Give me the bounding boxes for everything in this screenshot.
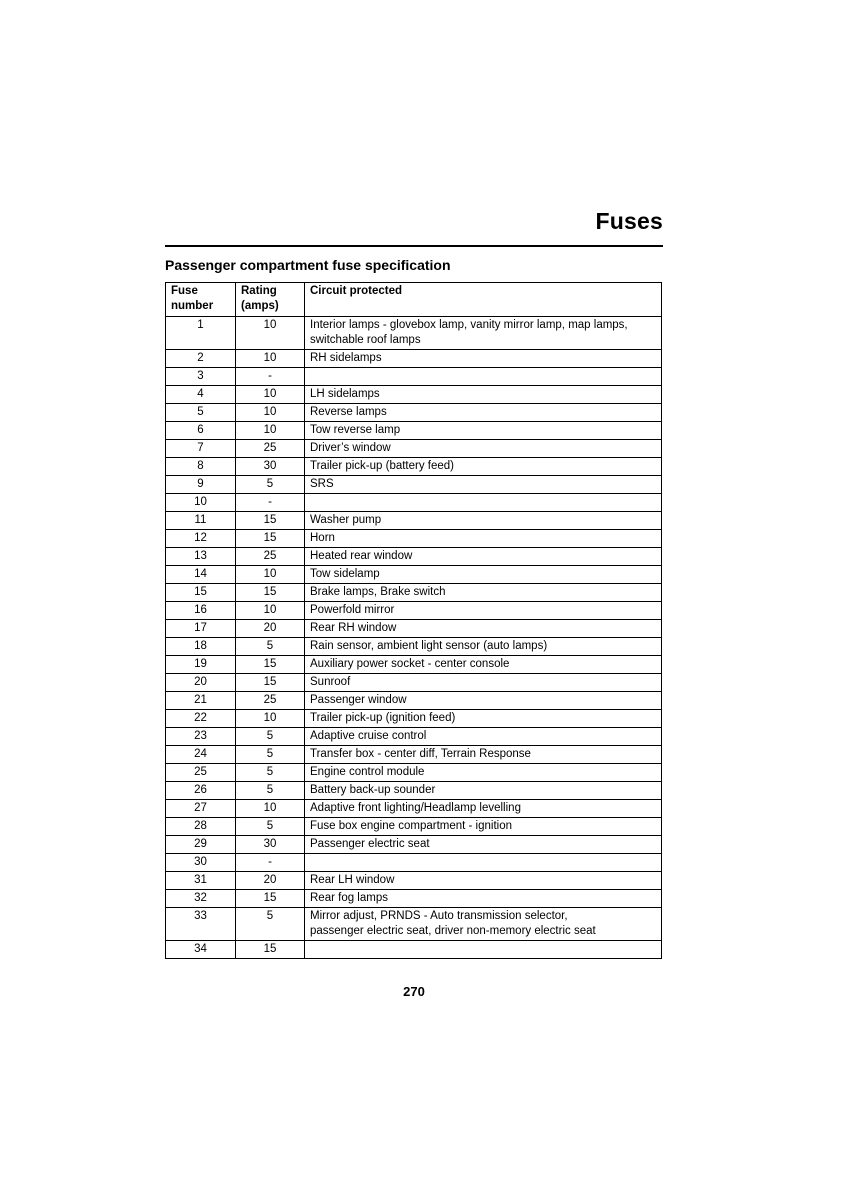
circuit-cell	[305, 386, 662, 404]
circuit-line: Washer pump	[310, 514, 382, 526]
circuit-line: Adaptive front lighting/Headlamp levelling	[310, 802, 521, 814]
rating-cell: 15	[236, 674, 305, 692]
circuit-cell	[305, 476, 662, 494]
circuit-line: Transfer box - center diff, Terrain Response	[310, 748, 531, 760]
fuse-number-cell: 30	[166, 854, 236, 872]
circuit-cell	[305, 782, 662, 800]
fuse-number-cell: 3	[166, 368, 236, 386]
circuit-line: Auxiliary power socket - center console	[310, 658, 510, 670]
table-row	[166, 422, 662, 440]
title-rule	[165, 245, 663, 247]
table-row	[166, 350, 662, 368]
rating-cell: 5	[236, 782, 305, 800]
header-circuit-protected: Circuit protected	[305, 283, 662, 317]
rating-cell: 30	[236, 836, 305, 854]
circuit-cell	[305, 872, 662, 890]
circuit-cell	[305, 620, 662, 638]
table-row	[166, 941, 662, 959]
rating-cell: -	[236, 494, 305, 512]
rating-cell: 10	[236, 350, 305, 368]
rating-cell: 5	[236, 728, 305, 746]
fuse-number-cell: 16	[166, 602, 236, 620]
rating-cell: 15	[236, 512, 305, 530]
circuit-cell	[305, 692, 662, 710]
header-rating	[236, 283, 305, 317]
fuse-number-cell: 13	[166, 548, 236, 566]
circuit-cell	[305, 350, 662, 368]
table-row	[166, 476, 662, 494]
section-heading: Passenger compartment fuse specification	[165, 257, 451, 273]
circuit-line: passenger electric seat, driver non-memory electric seat	[310, 925, 596, 937]
table-row	[166, 440, 662, 458]
circuit-cell	[305, 317, 662, 350]
table-row	[166, 530, 662, 548]
fuse-number-cell: 28	[166, 818, 236, 836]
rating-cell: 25	[236, 548, 305, 566]
circuit-cell	[305, 548, 662, 566]
fuse-number-cell: 12	[166, 530, 236, 548]
table-row	[166, 620, 662, 638]
table-row	[166, 494, 662, 512]
table-row	[166, 674, 662, 692]
rating-cell: 15	[236, 890, 305, 908]
fuse-number-cell: 10	[166, 494, 236, 512]
circuit-cell	[305, 836, 662, 854]
circuit-cell	[305, 584, 662, 602]
table-row	[166, 692, 662, 710]
table-row	[166, 656, 662, 674]
table-row	[166, 872, 662, 890]
table-row	[166, 854, 662, 872]
fuse-number-cell: 23	[166, 728, 236, 746]
circuit-line: Interior lamps - glovebox lamp, vanity mirror lamp, map lamps,	[310, 319, 628, 331]
fuse-number-cell: 9	[166, 476, 236, 494]
table-row	[166, 566, 662, 584]
header-fuse-number	[166, 283, 236, 317]
circuit-line: Passenger window	[310, 694, 407, 706]
rating-cell: 5	[236, 818, 305, 836]
fuse-number-cell: 8	[166, 458, 236, 476]
circuit-cell	[305, 440, 662, 458]
rating-cell: 10	[236, 566, 305, 584]
table-row	[166, 317, 662, 350]
rating-cell: 25	[236, 692, 305, 710]
table-row	[166, 710, 662, 728]
table-row	[166, 368, 662, 386]
circuit-line: Sunroof	[310, 676, 351, 688]
fuse-number-cell: 20	[166, 674, 236, 692]
circuit-cell	[305, 494, 662, 512]
fuse-number-cell: 17	[166, 620, 236, 638]
table-row	[166, 548, 662, 566]
fuse-number-cell: 29	[166, 836, 236, 854]
rating-cell: 5	[236, 476, 305, 494]
table-row	[166, 800, 662, 818]
circuit-cell	[305, 404, 662, 422]
fuse-number-cell: 5	[166, 404, 236, 422]
circuit-line: Rain sensor, ambient light sensor (auto lamps)	[310, 640, 548, 652]
circuit-line: Battery back-up sounder	[310, 784, 436, 796]
table-row	[166, 512, 662, 530]
table-row	[166, 746, 662, 764]
circuit-line: Engine control module	[310, 766, 425, 778]
circuit-line: Rear LH window	[310, 874, 395, 886]
circuit-line: Rear RH window	[310, 622, 397, 634]
fuse-number-cell: 2	[166, 350, 236, 368]
circuit-cell	[305, 854, 662, 872]
fuse-number-cell: 7	[166, 440, 236, 458]
fuse-specification-table	[165, 282, 662, 959]
circuit-cell	[305, 566, 662, 584]
fuse-number-cell: 6	[166, 422, 236, 440]
fuse-number-cell: 25	[166, 764, 236, 782]
header-fuse-line1: Fuse	[171, 285, 198, 297]
fuse-number-cell: 24	[166, 746, 236, 764]
table-row	[166, 584, 662, 602]
rating-cell: 30	[236, 458, 305, 476]
rating-cell: 20	[236, 620, 305, 638]
circuit-cell	[305, 764, 662, 782]
fuse-number-cell: 34	[166, 941, 236, 959]
circuit-cell	[305, 368, 662, 386]
circuit-cell	[305, 422, 662, 440]
circuit-line: Powerfold mirror	[310, 604, 395, 616]
circuit-cell	[305, 941, 662, 959]
rating-cell: 10	[236, 800, 305, 818]
fuse-number-cell: 1	[166, 317, 236, 350]
circuit-line: Rear fog lamps	[310, 892, 388, 904]
fuse-number-cell: 11	[166, 512, 236, 530]
table-row	[166, 782, 662, 800]
table-row	[166, 458, 662, 476]
fuse-number-cell: 14	[166, 566, 236, 584]
fuse-number-cell: 19	[166, 656, 236, 674]
table-row	[166, 728, 662, 746]
circuit-line: Driver’s window	[310, 442, 391, 454]
circuit-line: Reverse lamps	[310, 406, 387, 418]
rating-cell: 10	[236, 386, 305, 404]
rating-cell: 5	[236, 908, 305, 941]
fuse-number-cell: 26	[166, 782, 236, 800]
rating-cell: 10	[236, 710, 305, 728]
circuit-line: Tow reverse lamp	[310, 424, 401, 436]
rating-cell: 15	[236, 584, 305, 602]
circuit-line: Adaptive cruise control	[310, 730, 427, 742]
circuit-line: Tow sidelamp	[310, 568, 380, 580]
rating-cell: 20	[236, 872, 305, 890]
circuit-cell	[305, 890, 662, 908]
table-row	[166, 404, 662, 422]
header-rating-line2: (amps)	[241, 300, 279, 312]
circuit-line: Brake lamps, Brake switch	[310, 586, 446, 598]
circuit-cell	[305, 638, 662, 656]
header-fuse-line2: number	[171, 300, 214, 312]
table-header-row	[166, 283, 662, 317]
fuse-number-cell: 32	[166, 890, 236, 908]
rating-cell: -	[236, 854, 305, 872]
circuit-line: LH sidelamps	[310, 388, 380, 400]
fuse-number-cell: 33	[166, 908, 236, 941]
rating-cell: 5	[236, 764, 305, 782]
fuse-number-cell: 22	[166, 710, 236, 728]
fuse-number-cell: 18	[166, 638, 236, 656]
circuit-line: Fuse box engine compartment - ignition	[310, 820, 512, 832]
circuit-line: SRS	[310, 478, 334, 490]
circuit-line: Horn	[310, 532, 335, 544]
circuit-line: Trailer pick-up (battery feed)	[310, 460, 455, 472]
header-rating-line1: Rating	[241, 285, 277, 297]
rating-cell: 15	[236, 656, 305, 674]
table-row	[166, 764, 662, 782]
rating-cell: -	[236, 368, 305, 386]
circuit-cell	[305, 512, 662, 530]
circuit-cell	[305, 818, 662, 836]
circuit-cell	[305, 728, 662, 746]
circuit-cell	[305, 602, 662, 620]
rating-cell: 10	[236, 317, 305, 350]
circuit-cell	[305, 710, 662, 728]
table-row	[166, 602, 662, 620]
circuit-cell	[305, 530, 662, 548]
circuit-line: Mirror adjust, PRNDS - Auto transmission selector,	[310, 910, 568, 922]
rating-cell: 15	[236, 941, 305, 959]
rating-cell: 5	[236, 746, 305, 764]
table-row	[166, 386, 662, 404]
fuse-number-cell: 4	[166, 386, 236, 404]
table-row	[166, 836, 662, 854]
rating-cell: 15	[236, 530, 305, 548]
table-body	[166, 317, 662, 959]
circuit-line: Trailer pick-up (ignition feed)	[310, 712, 456, 724]
fuse-number-cell: 15	[166, 584, 236, 602]
circuit-line: switchable roof lamps	[310, 334, 421, 346]
rating-cell: 25	[236, 440, 305, 458]
fuse-number-cell: 21	[166, 692, 236, 710]
table-row	[166, 908, 662, 941]
rating-cell: 10	[236, 602, 305, 620]
circuit-cell	[305, 458, 662, 476]
circuit-cell	[305, 746, 662, 764]
circuit-line: Passenger electric seat	[310, 838, 430, 850]
table-row	[166, 818, 662, 836]
rating-cell: 10	[236, 404, 305, 422]
rating-cell: 10	[236, 422, 305, 440]
circuit-cell	[305, 908, 662, 941]
circuit-cell	[305, 656, 662, 674]
fuse-number-cell: 31	[166, 872, 236, 890]
circuit-cell	[305, 800, 662, 818]
circuit-line: Heated rear window	[310, 550, 413, 562]
page-number: 270	[403, 984, 425, 999]
circuit-line: RH sidelamps	[310, 352, 382, 364]
fuse-number-cell: 27	[166, 800, 236, 818]
rating-cell: 5	[236, 638, 305, 656]
table-row	[166, 890, 662, 908]
table-row	[166, 638, 662, 656]
page-title: Fuses	[595, 208, 663, 234]
circuit-cell	[305, 674, 662, 692]
